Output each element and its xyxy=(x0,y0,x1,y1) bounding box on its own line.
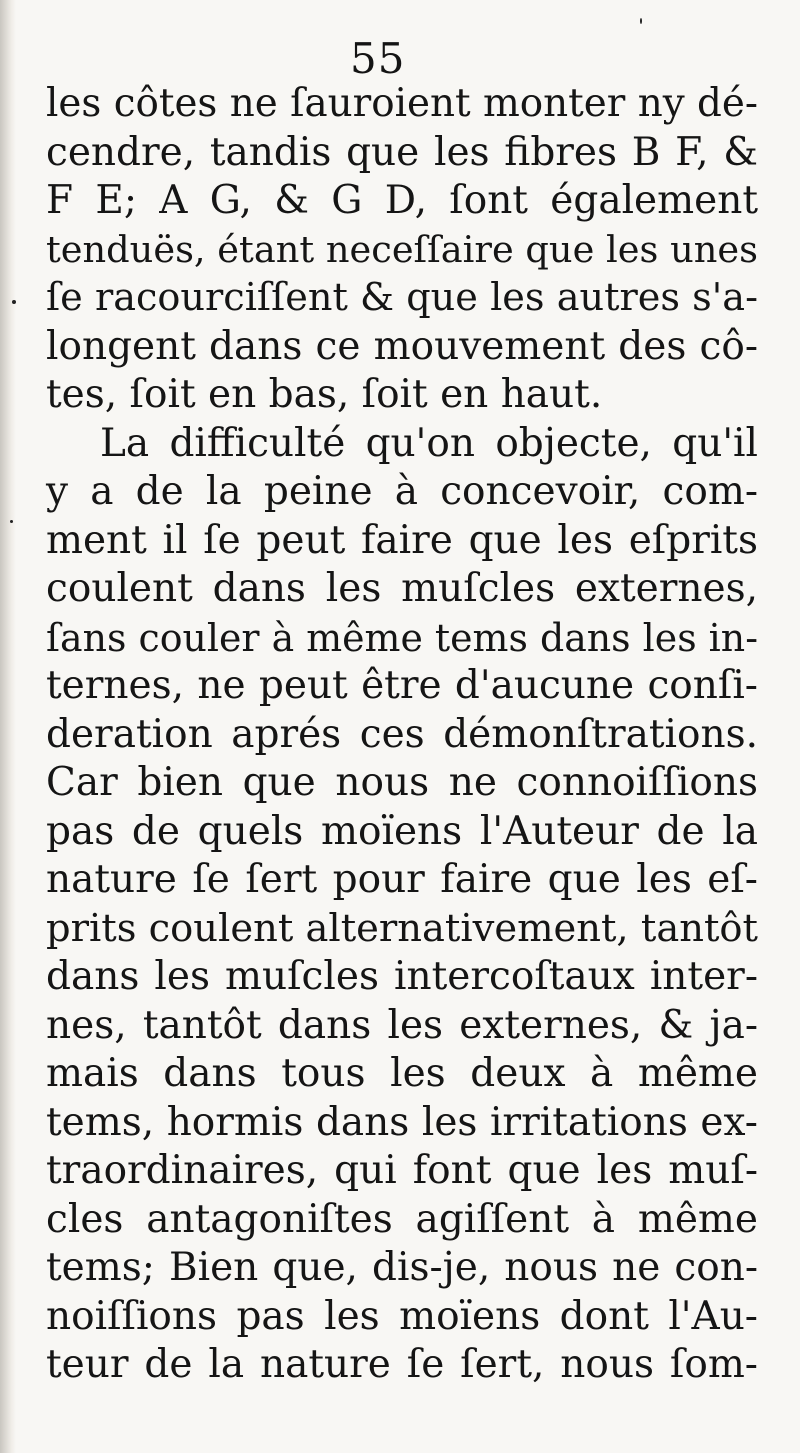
text-line: prits coulent alternativement, tantôt xyxy=(46,905,758,951)
text-line: mais dans tous les deux à même xyxy=(46,1051,758,1096)
text-line: tems, hormis dans les irritations ex- xyxy=(46,1099,758,1145)
text-line: les côtes ne ſauroient monter ny dé- xyxy=(46,81,758,126)
text-line: y a de la peine à concevoir, com- xyxy=(46,469,758,514)
text-line: F E; A G, & G D, ſont également xyxy=(46,178,758,223)
text-line: nature ſe ſert pour faire que les eſ- xyxy=(46,857,758,902)
text-line: ſe racourciſſent & que les autres s'a- xyxy=(46,276,758,320)
text-line: deration aprés ces démonſtrations. xyxy=(46,711,758,757)
text-line: ſans couler à même tems dans les in- xyxy=(46,615,758,660)
text-line: tes, ſoit en bas, ſoit en haut. xyxy=(46,372,603,417)
ink-speck xyxy=(12,300,16,304)
text-line: Car bien que nous ne connoiſſions xyxy=(46,760,758,805)
body-text xyxy=(46,80,758,1390)
page-number: 55 xyxy=(350,34,406,83)
text-line: longent dans ce mouvement des cô- xyxy=(46,323,758,369)
ink-speck xyxy=(10,520,13,523)
text-line: cles antagoniſtes agiſſent à même xyxy=(46,1196,758,1242)
text-line: noiſſions pas les moïens dont l'Au- xyxy=(46,1293,758,1339)
text-line: tenduës, étant neceſſaire que les unes xyxy=(46,227,758,271)
text-line: tems; Bien que, dis-je, nous ne con- xyxy=(46,1245,758,1290)
paragraph-2 xyxy=(46,420,758,1390)
text-line: teur de la nature ſe ſert, nous ſom- xyxy=(46,1342,758,1387)
text-line: traordinaires, qui font que les muſ- xyxy=(46,1148,758,1193)
text-line: dans les muſcles intercoſtaux inter- xyxy=(46,954,758,999)
text-line: nes, tantôt dans les externes, & ja- xyxy=(46,1002,758,1048)
paragraph-1 xyxy=(46,80,758,420)
text-line: ternes, ne peut être d'aucune conſi- xyxy=(46,663,758,708)
text-line: pas de quels moïens l'Auteur de la xyxy=(46,808,758,854)
text-line: cendre, tandis que les fibres B F, & xyxy=(46,129,758,175)
text-line: ment il ſe peut faire que les eſprits xyxy=(46,517,758,563)
text-line: coulent dans les muſcles externes, xyxy=(46,566,758,611)
page-gutter-shadow xyxy=(0,0,16,1453)
ink-speck xyxy=(640,18,642,24)
text-line: La difficulté qu'on objecte, qu'il xyxy=(100,420,758,466)
